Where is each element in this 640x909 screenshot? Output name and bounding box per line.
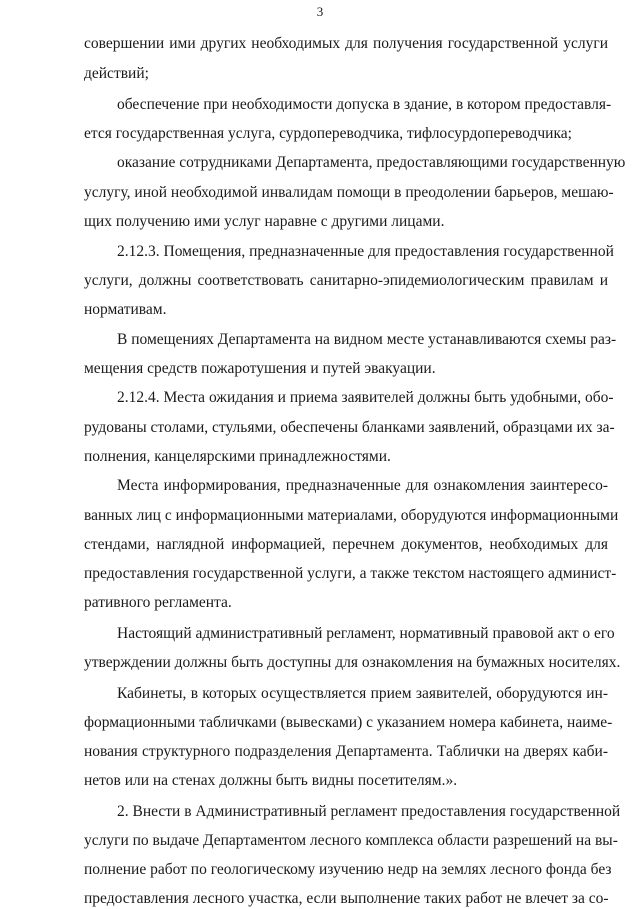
text-line: ративного регламента. bbox=[84, 594, 232, 611]
text-line: стендами, наглядной информацией, перечнем документов, необходимых для bbox=[84, 536, 608, 553]
text-line: нования структурного подразделения Департамента. Таблички на дверях каби- bbox=[84, 743, 608, 760]
text-line: Места информирования, предназначенные для ознакомления заинтересо- bbox=[117, 477, 608, 494]
text-line: 2.12.4. Места ожидания и приема заявителей должны быть удобными, обо- bbox=[117, 389, 614, 406]
text-line: полнение работ по геологическому изучению недр на землях лесного фонда без bbox=[84, 861, 612, 878]
page-number: 3 bbox=[316, 4, 324, 19]
text-line: услуги по выдаче Департаментом лесного комплекса области разрешений на вы- bbox=[84, 832, 618, 849]
text-line: услугу, иной необходимой инвалидам помощи в преодолении барьеров, мешаю- bbox=[84, 184, 614, 201]
text-line: услуги, должны соответствовать санитарно-эпидемиологическим правилам и bbox=[84, 272, 608, 289]
text-line: 2. Внести в Административный регламент предоставления государственной bbox=[117, 803, 621, 820]
text-line: щих получению ими услуг наравне с другими лицами. bbox=[84, 213, 445, 230]
text-line: мещения средств пожаротушения и путей эвакуации. bbox=[84, 360, 436, 377]
text-line: ванных лиц с информационными материалами, оборудуются информационными bbox=[84, 507, 619, 524]
text-line: нормативам. bbox=[84, 301, 167, 318]
text-line: В помещениях Департамента на видном месте устанавливаются схемы раз- bbox=[117, 331, 617, 348]
text-line: рудованы столами, стульями, обеспечены бланками заявлений, образцами их за- bbox=[84, 419, 615, 436]
text-line: нетов или на стенах должны быть видны посетителям.». bbox=[84, 772, 458, 789]
text-line: утверждении должны быть доступны для ознакомления на бумажных носителях. bbox=[84, 654, 621, 671]
text-line: предоставления государственной услуги, а также текстом настоящего админист- bbox=[84, 565, 617, 582]
text-line: 2.12.3. Помещения, предназначенные для предоставления государственной bbox=[117, 243, 614, 260]
text-line: формационными табличками (вывесками) с указанием номера кабинета, наиме- bbox=[84, 714, 613, 731]
text-line: Кабинеты, в которых осуществляется прием заявителей, оборудуются ин- bbox=[117, 685, 608, 702]
text-line: полнения, канцелярскими принадлежностями. bbox=[84, 448, 391, 465]
text-line: оказание сотрудниками Департамента, предоставляющими государственную bbox=[117, 154, 626, 171]
text-line: действий; bbox=[84, 65, 149, 82]
text-line: совершении ими других необходимых для получения государственной услуги bbox=[84, 35, 608, 52]
text-line: ется государственная услуга, сурдопереводчика, тифлосурдопереводчика; bbox=[84, 125, 572, 142]
text-line: обеспечение при необходимости допуска в здание, в котором предоставля- bbox=[117, 96, 612, 113]
text-line: Настоящий административный регламент, нормативный правовой акт о его bbox=[117, 625, 615, 642]
text-line: предоставления лесного участка, если выполнение таких работ не влечет за со- bbox=[84, 890, 609, 907]
